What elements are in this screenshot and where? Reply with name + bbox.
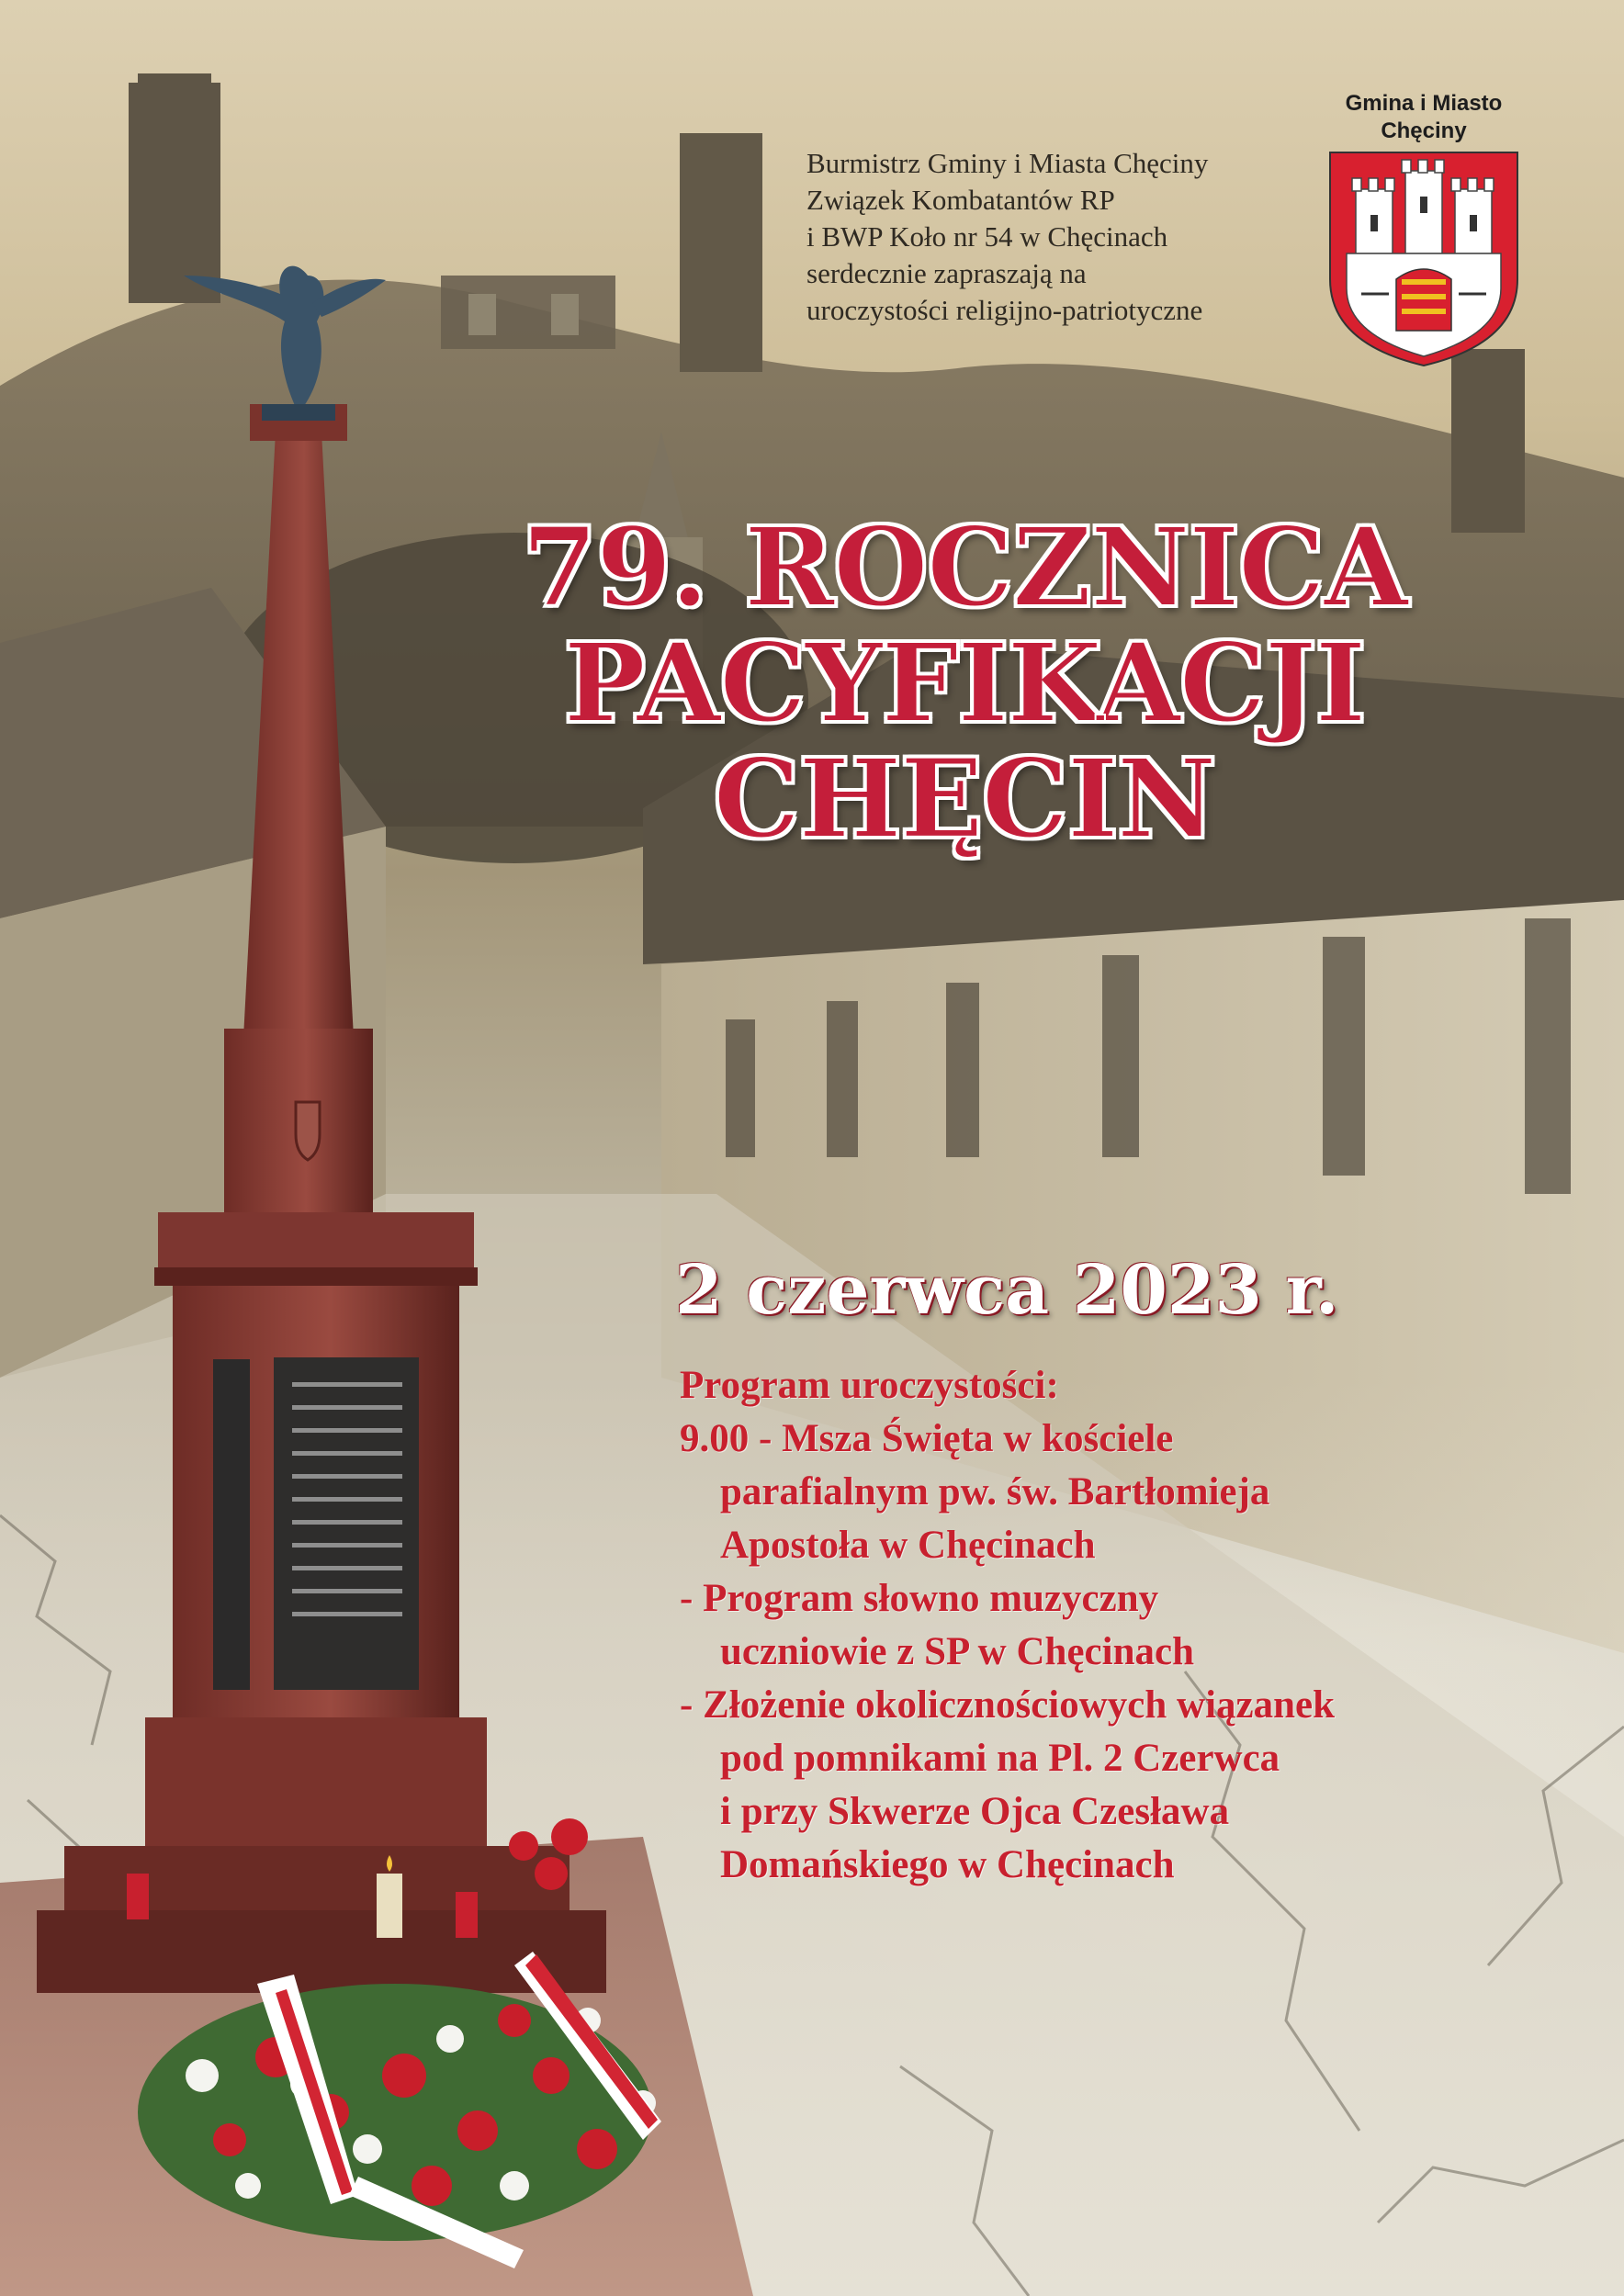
program-line: i przy Skwerze Ojca Czesława — [720, 1790, 1230, 1833]
program-line: 9.00 - Msza Święta w kościele — [680, 1417, 1174, 1460]
event-date: 2 czerwca 2023 r. — [675, 1251, 1339, 1330]
program-section — [680, 1359, 1607, 1892]
program-line: pod pomnikami na Pl. 2 Czerwca — [720, 1737, 1280, 1780]
organizers-text — [806, 145, 1321, 329]
program-line: uczniowie z SP w Chęcinach — [720, 1630, 1194, 1673]
organizers-line: Burmistrz Gminy i Miasta Chęciny — [806, 147, 1209, 179]
organizers-line: Związek Kombatantów RP — [806, 184, 1115, 216]
organizers-line: serdecznie zapraszają na — [806, 257, 1087, 289]
poster-title — [321, 503, 1607, 862]
program-line: parafialnym pw. św. Bartłomieja — [720, 1470, 1270, 1514]
title-line: CHĘCIN — [713, 735, 1216, 862]
organizers-line: i BWP Koło nr 54 w Chęcinach — [806, 220, 1168, 253]
emblem-caption-line: Chęciny — [1381, 118, 1467, 143]
program-line: - Złożenie okolicznościowych wiązanek — [680, 1683, 1336, 1727]
program-line: - Program słowno muzyczny — [680, 1577, 1159, 1620]
organizers-line: uroczystości religijno-patriotyczne — [806, 294, 1203, 326]
coat-of-arms-icon — [1328, 151, 1519, 367]
emblem-caption — [1314, 90, 1534, 145]
program-line: Apostoła w Chęcinach — [720, 1524, 1096, 1567]
title-line: 79. ROCZNICA — [522, 503, 1407, 631]
emblem-caption-line: Gmina i Miasto — [1345, 91, 1503, 116]
program-line: Domańskiego w Chęcinach — [720, 1843, 1175, 1886]
coat-of-arms — [1314, 90, 1534, 375]
program-heading: Program uroczystości: — [680, 1364, 1059, 1407]
title-line: PACYFIKACJI — [563, 619, 1366, 747]
